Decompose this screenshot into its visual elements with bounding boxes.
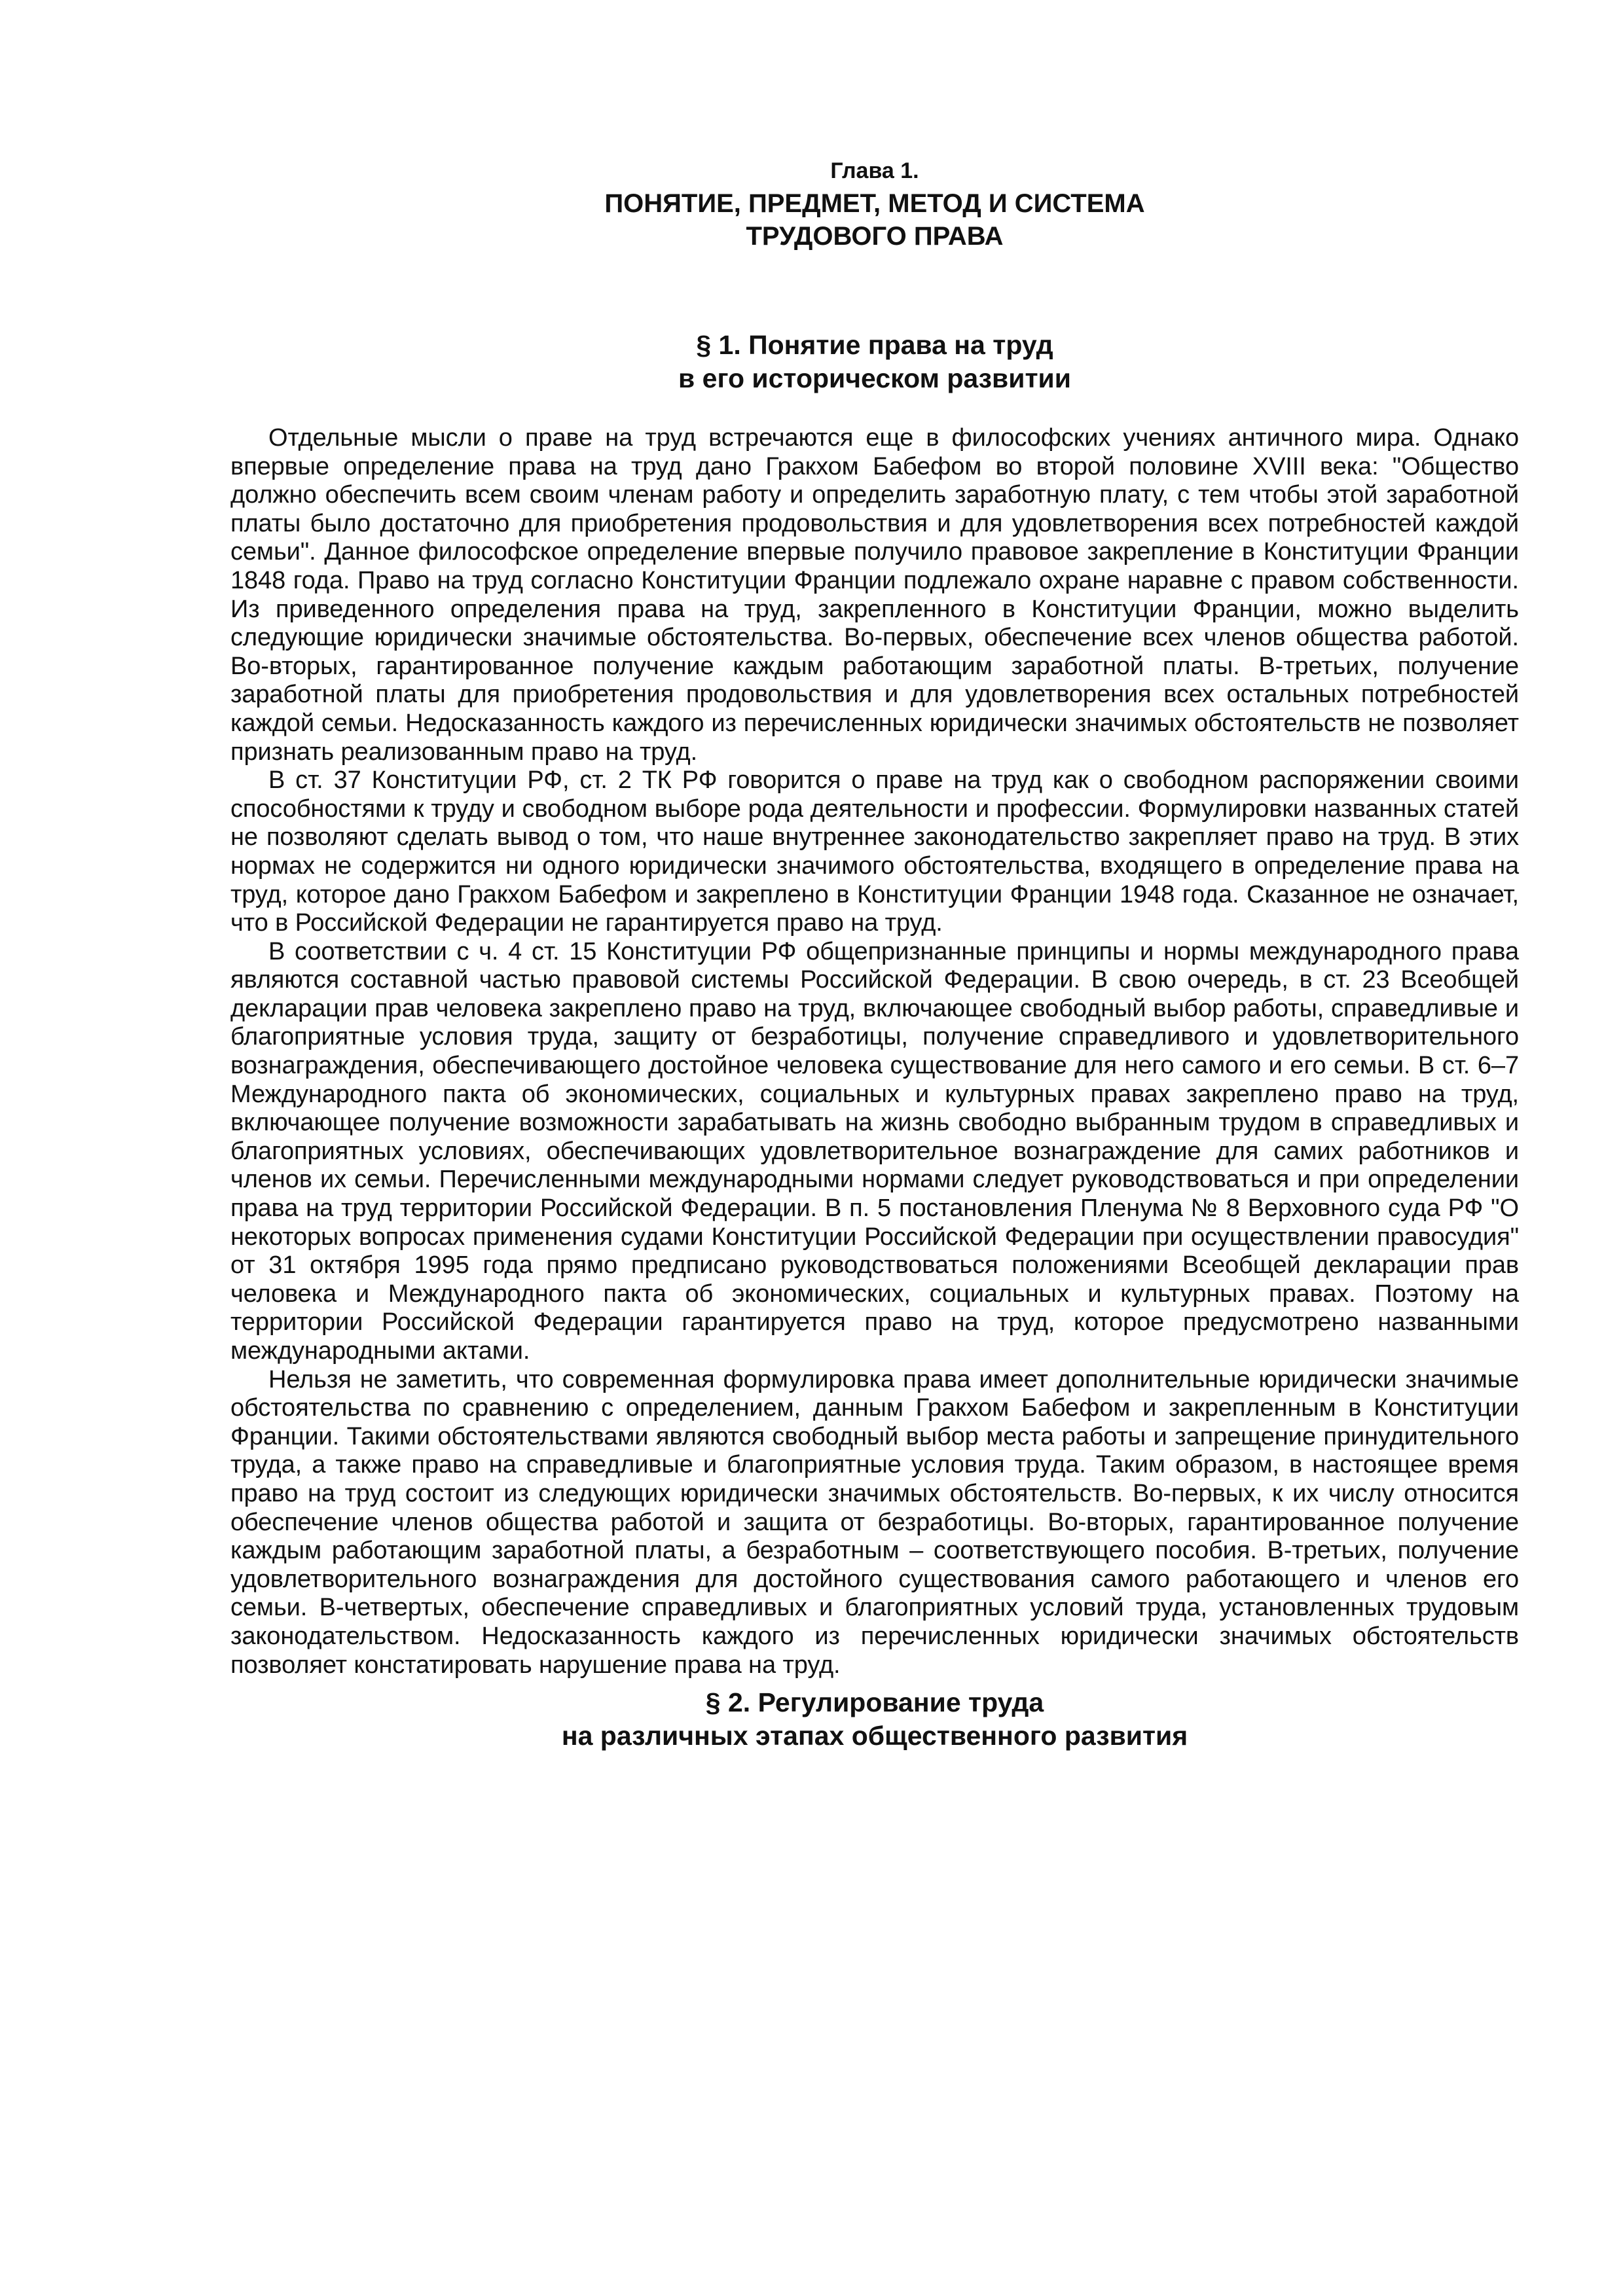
section-2-title-line-1: § 2. Регулирование труда xyxy=(705,1687,1044,1718)
chapter-heading xyxy=(230,154,1519,253)
paragraph: В ст. 37 Конституции РФ, ст. 2 ТК РФ говорится о праве на труд как о свободном распоряжении своими способностями к труду и свободном выборе рода деятельности и профессии. Формулировки названных статей не позволяют сделать вывод о том, что наше внутреннее законодательство закрепляет право на труд. В этих нормах не содержится ни одного юридически значимого обстоятельства, входящего в определение права на труд, которое дано Гракхом Бабефом и закреплено в Конституции Франции 1948 года. Сказанное не означает, что в Российской Федерации не гарантируется право на труд. xyxy=(230,766,1519,937)
section-2-title-line-2: на различных этапах общественного развития xyxy=(561,1721,1188,1751)
section-1-title-line-1: § 1. Понятие права на труд xyxy=(696,330,1053,360)
chapter-title-line-2: ТРУДОВОГО ПРАВА xyxy=(746,222,1004,251)
chapter-label: Глава 1. xyxy=(830,158,919,183)
document-page xyxy=(230,154,1519,1753)
section-1-title-line-2: в его историческом развитии xyxy=(678,363,1071,393)
chapter-title-line-1: ПОНЯТИЕ, ПРЕДМЕТ, МЕТОД И СИСТЕМА xyxy=(604,189,1145,218)
paragraph: Отдельные мысли о праве на труд встречаются еще в философских учениях античного мира. Однако впервые определение права на труд дано Гракхом Бабефом во второй половине XVIII века: "Общество должно обеспечить всем своим членам работу и определить заработную плату, с тем чтобы этой заработной платы было достаточно для приобретения продовольствия и для удовлетворения всех потребностей каждой семьи". Данное философское определение впервые получило правовое закрепление в Конституции Франции 1848 года. Право на труд согласно Конституции Франции подлежало охране наравне с правом собственности. Из приведенного определения права на труд, закрепленного в Конституции Франции, можно выделить следующие юридически значимые обстоятельства. Во-первых, обеспечение всех членов общества работой. Во-вторых, гарантированное получение каждым работающим заработной платы. В-третьих, получение заработной платы для приобретения продовольствия и для удовлетворения всех остальных потребностей каждой семьи. Недосказанность каждого из перечисленных юридически значимых обстоятельств не позволяет признать реализованным право на труд. xyxy=(230,424,1519,766)
paragraph: Нельзя не заметить, что современная формулировка права имеет дополнительные юридически значимые обстоятельства по сравнению с определением, данным Гракхом Бабефом и закрепленным в Конституции Франции. Такими обстоятельствами являются свободный выбор места работы и запрещение принудительного труда, а также право на справедливые и благоприятные условия труда. Таким образом, в настоящее время право на труд состоит из следующих юридически значимых обстоятельств. Во-первых, к их числу относится обеспечение членов общества работой и защита от безработицы. Во-вторых, гарантированное получение каждым работающим заработной платы, а безработным – соответствующего пособия. В-третьих, получение удовлетворительного вознаграждения для достойного существования самого работающего и членов его семьи. В-четвертых, обеспечение справедливых и благоприятных условий труда, установленных трудовым законодательством. Недосказанность каждого из перечисленных юридически значимых обстоятельств позволяет констатировать нарушение права на труд. xyxy=(230,1365,1519,1679)
section-1-heading xyxy=(230,329,1519,395)
section-2-heading xyxy=(230,1686,1519,1753)
section-1-body xyxy=(230,424,1519,1679)
paragraph: В соответствии с ч. 4 ст. 15 Конституции РФ общепризнанные принципы и нормы международного права являются составной частью правовой системы Российской Федерации. В свою очередь, в ст. 23 Всеобщей декларации прав человека закреплено право на труд, включающее свободный выбор работы, справедливые и благоприятные условия труда, защиту от безработицы, получение справедливого и удовлетворительного вознаграждения, обеспечивающего достойное человека существование для него самого и его семьи. В ст. 6–7 Международного пакта об экономических, социальных и культурных правах закреплено право на труд, включающее получение возможности зарабатывать на жизнь свободно выбранным трудом в справедливых и благоприятных условиях, обеспечивающих удовлетворительное вознаграждение для самих работников и членов их семьи. Перечисленными международными нормами следует руководствоваться и при определении права на труд территории Российской Федерации. В п. 5 постановления Пленума № 8 Верховного суда РФ "О некоторых вопросах применения судами Конституции Российской Федерации при осуществлении правосудия" от 31 октября 1995 года прямо предписано руководствоваться положениями Всеобщей декларации прав человека и Международного пакта об экономических, социальных и культурных правах. Поэтому на территории Российской Федерации гарантируется право на труд, которое предусмотрено названными международными актами. xyxy=(230,937,1519,1365)
